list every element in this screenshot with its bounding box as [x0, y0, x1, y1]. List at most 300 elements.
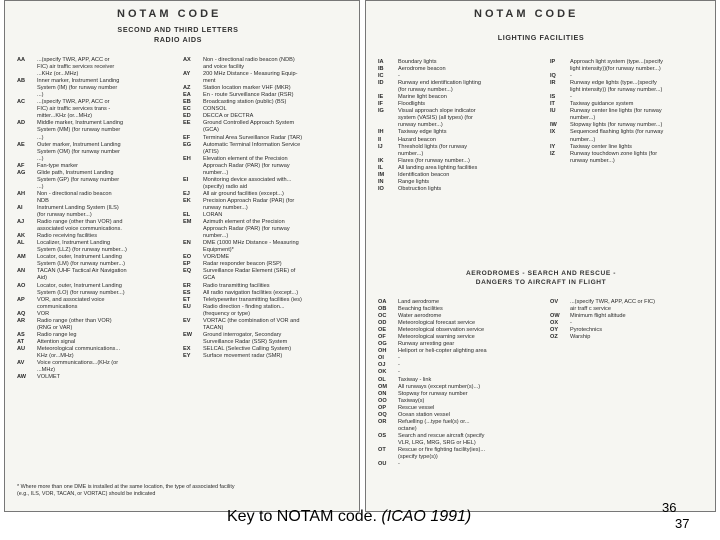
- code-letters: ER: [183, 282, 191, 289]
- code-letters: OE: [378, 327, 387, 334]
- code-entry: [550, 73, 714, 80]
- code-letters: AI: [17, 204, 23, 211]
- code-entry: [17, 233, 173, 240]
- code-letters: ES: [183, 289, 191, 296]
- code-entry: [17, 318, 173, 332]
- code-description: Inner marker, Instrument Landing System (IM) (for runway number ...): [37, 78, 120, 99]
- code-letters: OA: [378, 299, 387, 305]
- code-letters: EN: [183, 240, 191, 247]
- code-description: All air ground facilities (except...): [203, 190, 284, 197]
- code-entry: [183, 177, 355, 191]
- figure-caption: [227, 508, 471, 526]
- code-description: En - route Surveillance Radar (RSR): [203, 92, 294, 99]
- code-letters: AK: [17, 233, 26, 240]
- code-description: Middle marker, Instrument Landing System (MM) (for runway number ...): [37, 120, 124, 141]
- code-entry: [17, 240, 173, 254]
- code-entry: [183, 219, 355, 240]
- code-entry: [183, 85, 355, 92]
- code-letters: OP: [378, 404, 387, 411]
- code-entry: [550, 299, 714, 313]
- code-description: Non - directional radio beacon NDB: [37, 190, 112, 204]
- code-entry: [378, 186, 542, 193]
- code-entry: [183, 198, 355, 212]
- code-letters: IY: [550, 143, 556, 150]
- code-description: Marine light beacon: [398, 94, 447, 101]
- code-description: TACAN (UHF Tactical Air Navigation Aid): [37, 268, 127, 282]
- code-letters: OJ: [378, 362, 386, 369]
- code-entry: [378, 362, 542, 369]
- code-letters: OX: [550, 320, 559, 327]
- code-description: Taxiway center line lights: [570, 143, 632, 150]
- code-entry: [183, 318, 355, 332]
- code-entry: [17, 191, 173, 205]
- code-letters: OZ: [550, 334, 558, 341]
- code-entry: [378, 313, 542, 320]
- code-letters: OU: [378, 461, 387, 468]
- code-description: -: [398, 362, 400, 369]
- code-letters: EQ: [183, 268, 192, 275]
- code-description: All landing area lighting facilities: [398, 164, 478, 171]
- code-description: 200 MHz Distance - Measuring Equip- ment: [203, 71, 298, 85]
- code-letters: EV: [183, 317, 191, 324]
- code-letters: IF: [378, 101, 383, 108]
- left-column-2: [183, 57, 355, 360]
- code-description: Aerodrome beacon: [398, 66, 446, 73]
- code-description: Radio range (other than VOR) (RNG or VAR): [37, 317, 112, 331]
- code-description: Pyrotechnics: [570, 327, 603, 334]
- code-letters: OV: [550, 299, 559, 305]
- code-entry: [378, 172, 542, 179]
- code-description: Taxiway - link: [398, 376, 432, 383]
- code-description: VOR: [37, 310, 50, 317]
- code-letters: AB: [17, 78, 26, 85]
- code-description: CONSOL: [203, 106, 227, 113]
- code-letters: AO: [17, 282, 26, 289]
- code-entry: [183, 156, 355, 177]
- code-description: All runways (except number(s)...): [398, 383, 481, 390]
- code-entry: [378, 355, 542, 362]
- code-description: All radio navigation facilities (except...): [203, 289, 299, 296]
- code-description: Rescue or fire fighting facility(ies)... (specify type(s)): [398, 446, 486, 461]
- code-entry: [183, 304, 355, 318]
- code-description: Meteorological observation service: [398, 327, 485, 334]
- code-entry: [378, 327, 542, 334]
- code-letters: AJ: [17, 219, 25, 226]
- code-letters: IC: [378, 73, 384, 80]
- code-letters: AC: [17, 99, 26, 106]
- page-number-outer: 37: [675, 516, 690, 531]
- code-letters: OD: [378, 320, 387, 327]
- code-letters: AQ: [17, 310, 26, 317]
- code-entry: [378, 412, 542, 419]
- code-letters: AY: [183, 71, 191, 78]
- code-entry: [183, 120, 355, 134]
- code-entry: [183, 240, 355, 254]
- code-description: Precision Approach Radar (PAR) (for runway number...): [203, 197, 295, 211]
- code-letters: AS: [17, 331, 25, 338]
- code-entry: [378, 398, 542, 405]
- code-entry: [378, 419, 542, 433]
- code-entry: [183, 283, 355, 290]
- code-entry: [550, 59, 714, 73]
- code-entry: [17, 254, 173, 268]
- code-description: Elevation element of the Precision Approach Radar (PAR) (for runway number...): [203, 155, 290, 176]
- code-description: VOR, and associated voice communications: [37, 296, 105, 310]
- code-description: Beaching facilities: [398, 306, 443, 313]
- code-letters: OO: [378, 397, 387, 404]
- code-entry: [378, 369, 542, 376]
- code-entry: [183, 297, 355, 304]
- code-letters: AA: [17, 57, 26, 63]
- code-entry: [17, 339, 173, 346]
- code-description: Radar responder beacon (RSP): [203, 261, 282, 268]
- code-description: Terminal Area Surveillance Radar (TAR): [203, 134, 303, 141]
- code-entry: [183, 268, 355, 282]
- code-entry: [378, 461, 542, 468]
- code-entry: [550, 94, 714, 101]
- code-entry: [378, 377, 542, 384]
- code-letters: IK: [378, 157, 384, 164]
- code-entry: [17, 142, 173, 163]
- code-description: Radio range leg: [37, 331, 77, 338]
- code-description: -: [398, 355, 400, 362]
- code-letters: AF: [17, 162, 25, 169]
- code-description: Floodlights: [398, 101, 426, 108]
- lighting-column-1: [378, 59, 542, 193]
- code-letters: OY: [550, 327, 559, 334]
- code-entry: [183, 261, 355, 268]
- code-entry: [378, 405, 542, 412]
- code-letters: OQ: [378, 411, 387, 418]
- code-letters: AT: [17, 338, 25, 345]
- code-description: Radio range (other than VOR) and associated voice communications.: [37, 219, 123, 233]
- code-description: Search and rescue aircraft (specify VLR, LRG, MRG, SRG or HEL): [398, 432, 485, 446]
- code-description: Locator, outer, Instrument Landing System (LO) (for runway number...): [37, 282, 125, 296]
- code-entry: [378, 299, 542, 306]
- code-entry: [17, 170, 173, 191]
- code-description: Runway edge lights (type...(specify light intensity)) (for runway number...): [570, 80, 663, 94]
- code-description: DECCA or DECTRA: [203, 113, 254, 120]
- code-description: Sequenced flashing lights (for runway number...): [570, 129, 664, 143]
- code-entry: [550, 327, 714, 334]
- code-letters: EJ: [183, 190, 190, 197]
- code-entry: [17, 268, 173, 282]
- code-entry: [17, 99, 173, 120]
- code-letters: AG: [17, 169, 26, 176]
- code-entry: [378, 101, 542, 108]
- code-description: Localizer, Instrument Landing System (LLZ) (for runway number...): [37, 240, 127, 254]
- left-column-1: [17, 57, 173, 381]
- code-description: Non - directional radio beacon (NDB) and voice facility: [203, 57, 295, 71]
- code-letters: EA: [183, 92, 191, 99]
- code-entry: [378, 179, 542, 186]
- code-letters: EX: [183, 345, 191, 352]
- code-letters: EE: [183, 120, 191, 127]
- code-entry: [183, 113, 355, 120]
- code-entry: [378, 433, 542, 447]
- code-description: -: [570, 94, 572, 101]
- code-letters: IT: [550, 101, 555, 108]
- code-entry: [550, 129, 714, 143]
- code-entry: [378, 341, 542, 348]
- code-description: Outer marker, Instrument Landing System (OM) (for runway number ...): [37, 141, 121, 162]
- code-description: Warship: [570, 334, 591, 341]
- code-letters: IJ: [378, 143, 383, 150]
- code-description: Land aerodrome: [398, 299, 440, 305]
- code-entry: [183, 353, 355, 360]
- code-letters: AV: [17, 360, 25, 367]
- code-description: Refuelling (...type fuel(s) or... octane): [398, 418, 470, 432]
- code-entry: [17, 120, 173, 141]
- code-letters: EH: [183, 155, 191, 162]
- code-description: Flares (for runway number...): [398, 157, 470, 164]
- code-entry: [550, 144, 714, 151]
- code-description: Obstruction lights: [398, 185, 442, 192]
- code-description: Ground Controlled Approach System (GCA): [203, 120, 295, 134]
- code-description: Runway center line lights (for runway number...): [570, 108, 662, 122]
- code-entry: [17, 297, 173, 311]
- code-letters: IZ: [550, 150, 555, 157]
- code-entry: [378, 59, 542, 66]
- code-description: Broadcasting station (public) (BS): [203, 99, 287, 106]
- code-description: Identification beacon: [398, 171, 450, 178]
- code-letters: OW: [550, 313, 560, 320]
- left-page-subtitle: SECOND AND THIRD LETTERS RADIO AIDS: [117, 25, 239, 44]
- code-description: Monitoring device associated with... (specify) radio aid: [203, 176, 292, 190]
- code-letters: EG: [183, 141, 192, 148]
- code-description: Glide path, Instrument Landing System (GP) (for runway number ...): [37, 169, 120, 190]
- code-letters: ID: [378, 80, 384, 87]
- code-letters: EB: [183, 99, 191, 106]
- code-description: ...(specify TWR, APP, ACC or FIC) air traff c service: [570, 299, 655, 313]
- code-letters: ON: [378, 390, 387, 397]
- code-description: Runway touchdown zone lights (for runway number...): [570, 150, 658, 164]
- code-description: -: [398, 369, 400, 376]
- code-description: SELCAL (Selective Calling System): [203, 345, 292, 352]
- code-letters: EC: [183, 106, 191, 113]
- code-description: Surveillance Radar Element (SRE) of GCA: [203, 268, 296, 282]
- code-description: Attention signal: [37, 338, 76, 345]
- code-description: -: [398, 73, 400, 80]
- code-entry: [550, 108, 714, 122]
- code-letters: EW: [183, 331, 193, 338]
- code-letters: IX: [550, 129, 556, 136]
- code-letters: OF: [378, 334, 386, 341]
- code-entry: [378, 94, 542, 101]
- lighting-column-2: [550, 59, 714, 165]
- code-letters: OG: [378, 341, 387, 348]
- code-entry: [550, 320, 714, 327]
- caption-text: Key to NOTAM code.: [227, 508, 382, 525]
- code-entry: [378, 165, 542, 172]
- code-description: Meteorological warning service: [398, 334, 475, 341]
- code-letters: EM: [183, 219, 192, 226]
- code-description: Approach light system (type...(specify light intensity))(for runway number...): [570, 59, 663, 73]
- code-letters: EU: [183, 303, 191, 310]
- code-entry: [17, 360, 173, 374]
- code-letters: OT: [378, 446, 386, 453]
- code-entry: [17, 219, 173, 233]
- code-description: Surface movement radar (SMR): [203, 352, 283, 359]
- code-entry: [17, 163, 173, 170]
- code-letters: II: [378, 136, 382, 143]
- code-letters: AN: [17, 268, 26, 275]
- code-description: Meteorological forecast service: [398, 320, 476, 327]
- code-description: Radio transmitting facilities: [203, 282, 270, 289]
- code-letters: AE: [17, 141, 25, 148]
- code-description: Range lights: [398, 178, 430, 185]
- code-letters: IA: [378, 59, 384, 65]
- aerodromes-column-2: [550, 299, 714, 341]
- code-description: Stopway for runway number: [398, 390, 468, 397]
- page-number-inner: 36: [662, 500, 677, 515]
- code-entry: [183, 99, 355, 106]
- code-letters: OS: [378, 432, 387, 439]
- code-letters: EI: [183, 176, 189, 183]
- code-description: Runway arresting gear: [398, 341, 455, 348]
- code-letters: AU: [17, 345, 26, 352]
- code-letters: AZ: [183, 85, 191, 92]
- code-entry: [550, 313, 714, 320]
- right-page: [365, 0, 716, 512]
- code-description: ...(specify TWR, APP, ACC or FIC) air traffic services receiver ...KHz (or...MHz): [37, 57, 115, 78]
- code-letters: IN: [378, 178, 384, 185]
- code-entry: [550, 122, 714, 129]
- code-description: VOLMET: [37, 374, 61, 381]
- code-entry: [550, 80, 714, 94]
- code-entry: [183, 254, 355, 261]
- code-entry: [378, 73, 542, 80]
- code-description: Hazard beacon: [398, 136, 436, 143]
- left-page: [4, 0, 360, 512]
- code-description: Ocean station vessel: [398, 411, 450, 418]
- code-entry: [183, 332, 355, 346]
- code-description: Fan-type marker: [37, 162, 79, 169]
- code-entry: [183, 92, 355, 99]
- code-description: Taxiway edge lights: [398, 129, 447, 136]
- code-letters: IP: [550, 59, 556, 65]
- code-entry: [550, 151, 714, 165]
- code-description: -: [398, 461, 400, 468]
- code-letters: OL: [378, 376, 386, 383]
- code-letters: ED: [183, 113, 191, 120]
- code-description: Radio receiving facilities: [37, 233, 98, 240]
- code-description: Visual approach slope indicator system (VASIS) (all types) (for runway number...): [398, 108, 476, 129]
- code-letters: EL: [183, 212, 191, 219]
- code-description: Station location marker VHF (MKR): [203, 85, 291, 92]
- code-entry: [378, 66, 542, 73]
- code-letters: AM: [17, 254, 26, 261]
- left-page-footnote: * Where more than one DME is installed at the same location, the type of associated facility (e.g., ILS, VOR, TACAN, or VORTAC) should be indicated: [17, 484, 235, 497]
- code-description: -: [570, 320, 572, 327]
- code-letters: OH: [378, 348, 387, 355]
- caption-source: (ICAO 1991): [381, 508, 472, 525]
- code-description: Heliport or heli-copter alighting area: [398, 348, 487, 355]
- code-entry: [183, 212, 355, 219]
- code-letters: AD: [17, 120, 26, 127]
- code-description: Teletypewriter transmitting facilities (ies): [203, 296, 302, 303]
- code-letters: EK: [183, 197, 191, 204]
- code-letters: IM: [378, 171, 385, 178]
- lighting-heading: LIGHTING FACILITIES: [497, 33, 585, 42]
- code-description: Locator, outer, Instrument Landing System (LM) (for runway number...): [37, 254, 125, 268]
- code-letters: EY: [183, 352, 191, 359]
- code-description: Runway end identification lighting (for runway number...): [398, 80, 482, 94]
- code-entry: [183, 106, 355, 113]
- code-letters: OC: [378, 313, 387, 320]
- code-description: Water aerodrome: [398, 313, 442, 320]
- code-entry: [17, 57, 173, 78]
- code-letters: OM: [378, 383, 388, 390]
- code-entry: [378, 129, 542, 136]
- code-description: -: [570, 73, 572, 80]
- code-entry: [183, 191, 355, 198]
- code-description: Taxiway guidance system: [570, 101, 634, 108]
- code-entry: [17, 78, 173, 99]
- code-entry: [550, 101, 714, 108]
- code-letters: IW: [550, 122, 557, 129]
- code-letters: IS: [550, 94, 556, 101]
- code-entry: [183, 71, 355, 85]
- code-entry: [378, 144, 542, 158]
- code-description: Minimum flight altitude: [570, 313, 626, 320]
- code-entry: [183, 346, 355, 353]
- code-letters: AP: [17, 296, 25, 303]
- code-letters: EO: [183, 254, 192, 261]
- code-description: Automatic Terminal Information Service (ATIS): [203, 141, 301, 155]
- code-description: Threshold lights (for runway number...): [398, 143, 468, 157]
- code-entry: [17, 374, 173, 381]
- code-entry: [17, 332, 173, 339]
- code-letters: IH: [378, 129, 384, 136]
- code-letters: IB: [378, 66, 384, 73]
- code-description: Ground interrogator, Secondary Surveillance Radar (SSR) System: [203, 331, 288, 345]
- code-letters: OI: [378, 355, 384, 362]
- code-letters: OK: [378, 369, 387, 376]
- aerodromes-heading: AERODROMES - SEARCH AND RESCUE - DANGERS TO AIRCRAFT IN FLIGHT: [465, 270, 617, 286]
- code-entry: [183, 142, 355, 156]
- code-letters: IG: [378, 108, 384, 115]
- code-letters: IU: [550, 108, 556, 115]
- code-entry: [378, 334, 542, 341]
- left-page-title: NOTAM CODE: [117, 8, 222, 20]
- code-letters: IO: [378, 185, 384, 192]
- code-entry: [17, 283, 173, 297]
- code-entry: [378, 447, 542, 461]
- code-entry: [378, 158, 542, 165]
- code-description: Voice communications...(KHz (or ...MHz): [37, 360, 119, 374]
- code-letters: OR: [378, 418, 387, 425]
- code-letters: EP: [183, 261, 191, 268]
- code-letters: IL: [378, 164, 383, 171]
- code-letters: EF: [183, 134, 191, 141]
- code-description: VOR/DME: [203, 254, 230, 261]
- right-page-title: NOTAM CODE: [474, 8, 579, 20]
- code-entry: [550, 334, 714, 341]
- code-letters: ET: [183, 296, 191, 303]
- code-letters: AR: [17, 317, 26, 324]
- code-description: Rescue vessel: [398, 404, 435, 411]
- code-letters: OB: [378, 306, 387, 313]
- code-description: VORTAC (the combination of VOR and TACAN): [203, 317, 300, 331]
- code-description: Azimuth element of the Precision Approach Radar (PAR) (for runway number...): [203, 219, 290, 240]
- code-entry: [17, 311, 173, 318]
- code-description: Taxiway(s): [398, 397, 425, 404]
- code-description: Boundary lights: [398, 59, 437, 65]
- code-letters: IQ: [550, 73, 556, 80]
- code-letters: IE: [378, 94, 384, 101]
- code-entry: [17, 346, 173, 360]
